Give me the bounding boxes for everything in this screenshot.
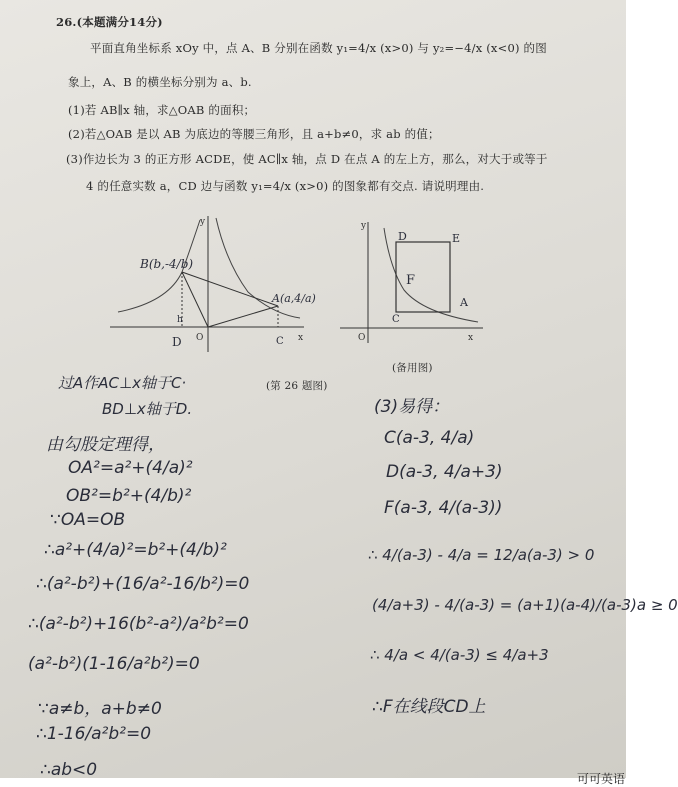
spare-figure-caption: (备用图) [392,362,433,374]
label-A: A [460,296,468,309]
hand-left-3: 由勾股定理得， [46,435,165,455]
label-F: F [406,273,416,288]
hand-left-5: OB²=b²+(4/b)² [66,486,192,506]
question-3-line2: 4 的任意实数 a，CD 边与函数 y₁=4/x (x>0) 的图象都有交点. 请说明理由. [86,179,485,193]
problem-line2: 象上，A、B 的横坐标分别为 a、b. [68,75,252,89]
label-C: C [276,336,284,347]
question-1: (1)若 AB∥x 轴，求△OAB 的面积； [68,103,256,117]
label-y: y [361,221,367,231]
question-2: (2)若△OAB 是以 AB 为底边的等腰三角形，且 a+b≠0，求 ab 的值； [68,127,440,141]
hand-right-4: F(a-3, 4/(a-3)) [384,498,503,518]
square-ACDE [396,242,450,312]
segment-AB [182,272,278,306]
label-B: B(b,-4/b) [140,257,194,271]
watermark: 可可英语 [576,772,625,786]
hand-left-7: ∴a²+(4/a)²=b²+(4/b)² [44,540,227,560]
label-E: E [452,232,461,245]
label-A: A(a,4/a) [272,292,316,305]
label-h: h [177,315,183,325]
hand-left-4: OA²=a²+(4/a)² [68,458,193,478]
hand-left-1: 过A作AC⊥x轴于C· [58,374,187,392]
hand-left-11: ∵a≠b，a+b≠0 [38,699,162,719]
hand-right-7: ∴ 4/a < 4/(a-3) ≤ 4/a+3 [370,646,549,664]
label-x: x [298,333,304,343]
hand-right-2: C(a-3, 4/a) [384,428,475,448]
figure-caption: (第 26 题图) [266,380,328,392]
label-O: O [196,333,204,343]
hand-right-5: ∴ 4/(a-3) - 4/a = 12/a(a-3) > 0 [368,546,595,564]
figure-main [108,212,316,357]
hand-left-8: ∴(a²-b²)+(16/a²-16/b²)=0 [36,574,250,594]
hand-left-6: ∵OA=OB [50,510,126,530]
question-3-line1: (3)作边长为 3 的正方形 ACDE，使 AC∥x 轴，点 D 在点 A 的左上方，那么，对大于或等于 [66,152,548,166]
label-y: y [200,217,206,227]
hand-left-9: ∴(a²-b²)+16(b²-a²)/a²b²=0 [28,614,249,634]
label-C: C [392,314,400,325]
hand-right-1: (3)易得： [374,397,450,417]
segment-OA [208,306,278,327]
hand-right-3: D(a-3, 4/a+3) [386,462,503,482]
label-O: O [358,333,366,343]
hand-right-8: ∴F在线段CD上 [372,697,486,717]
label-x: x [468,333,474,343]
problem-line1: 平面直角坐标系 xOy 中，点 A、B 分别在函数 y₁=4/x (x>0) 与 y₂=−4/x (x<0) 的图 [90,41,547,55]
problem-header: 26.(本题满分14分) [56,15,163,29]
hand-left-12: ∴1-16/a²b²=0 [36,724,152,744]
hand-left-2: BD⊥x轴于D. [102,400,193,418]
hand-left-10: (a²-b²)(1-16/a²b²)=0 [28,654,200,674]
hand-left-13: ∴ab<0 [40,760,98,780]
figure-spare [338,218,488,348]
label-D: D [398,230,407,243]
hand-right-6: (4/a+3) - 4/(a-3) = (a+1)(a-4)/(a-3)a ≥ 0 [372,596,678,614]
label-D: D [172,335,182,349]
